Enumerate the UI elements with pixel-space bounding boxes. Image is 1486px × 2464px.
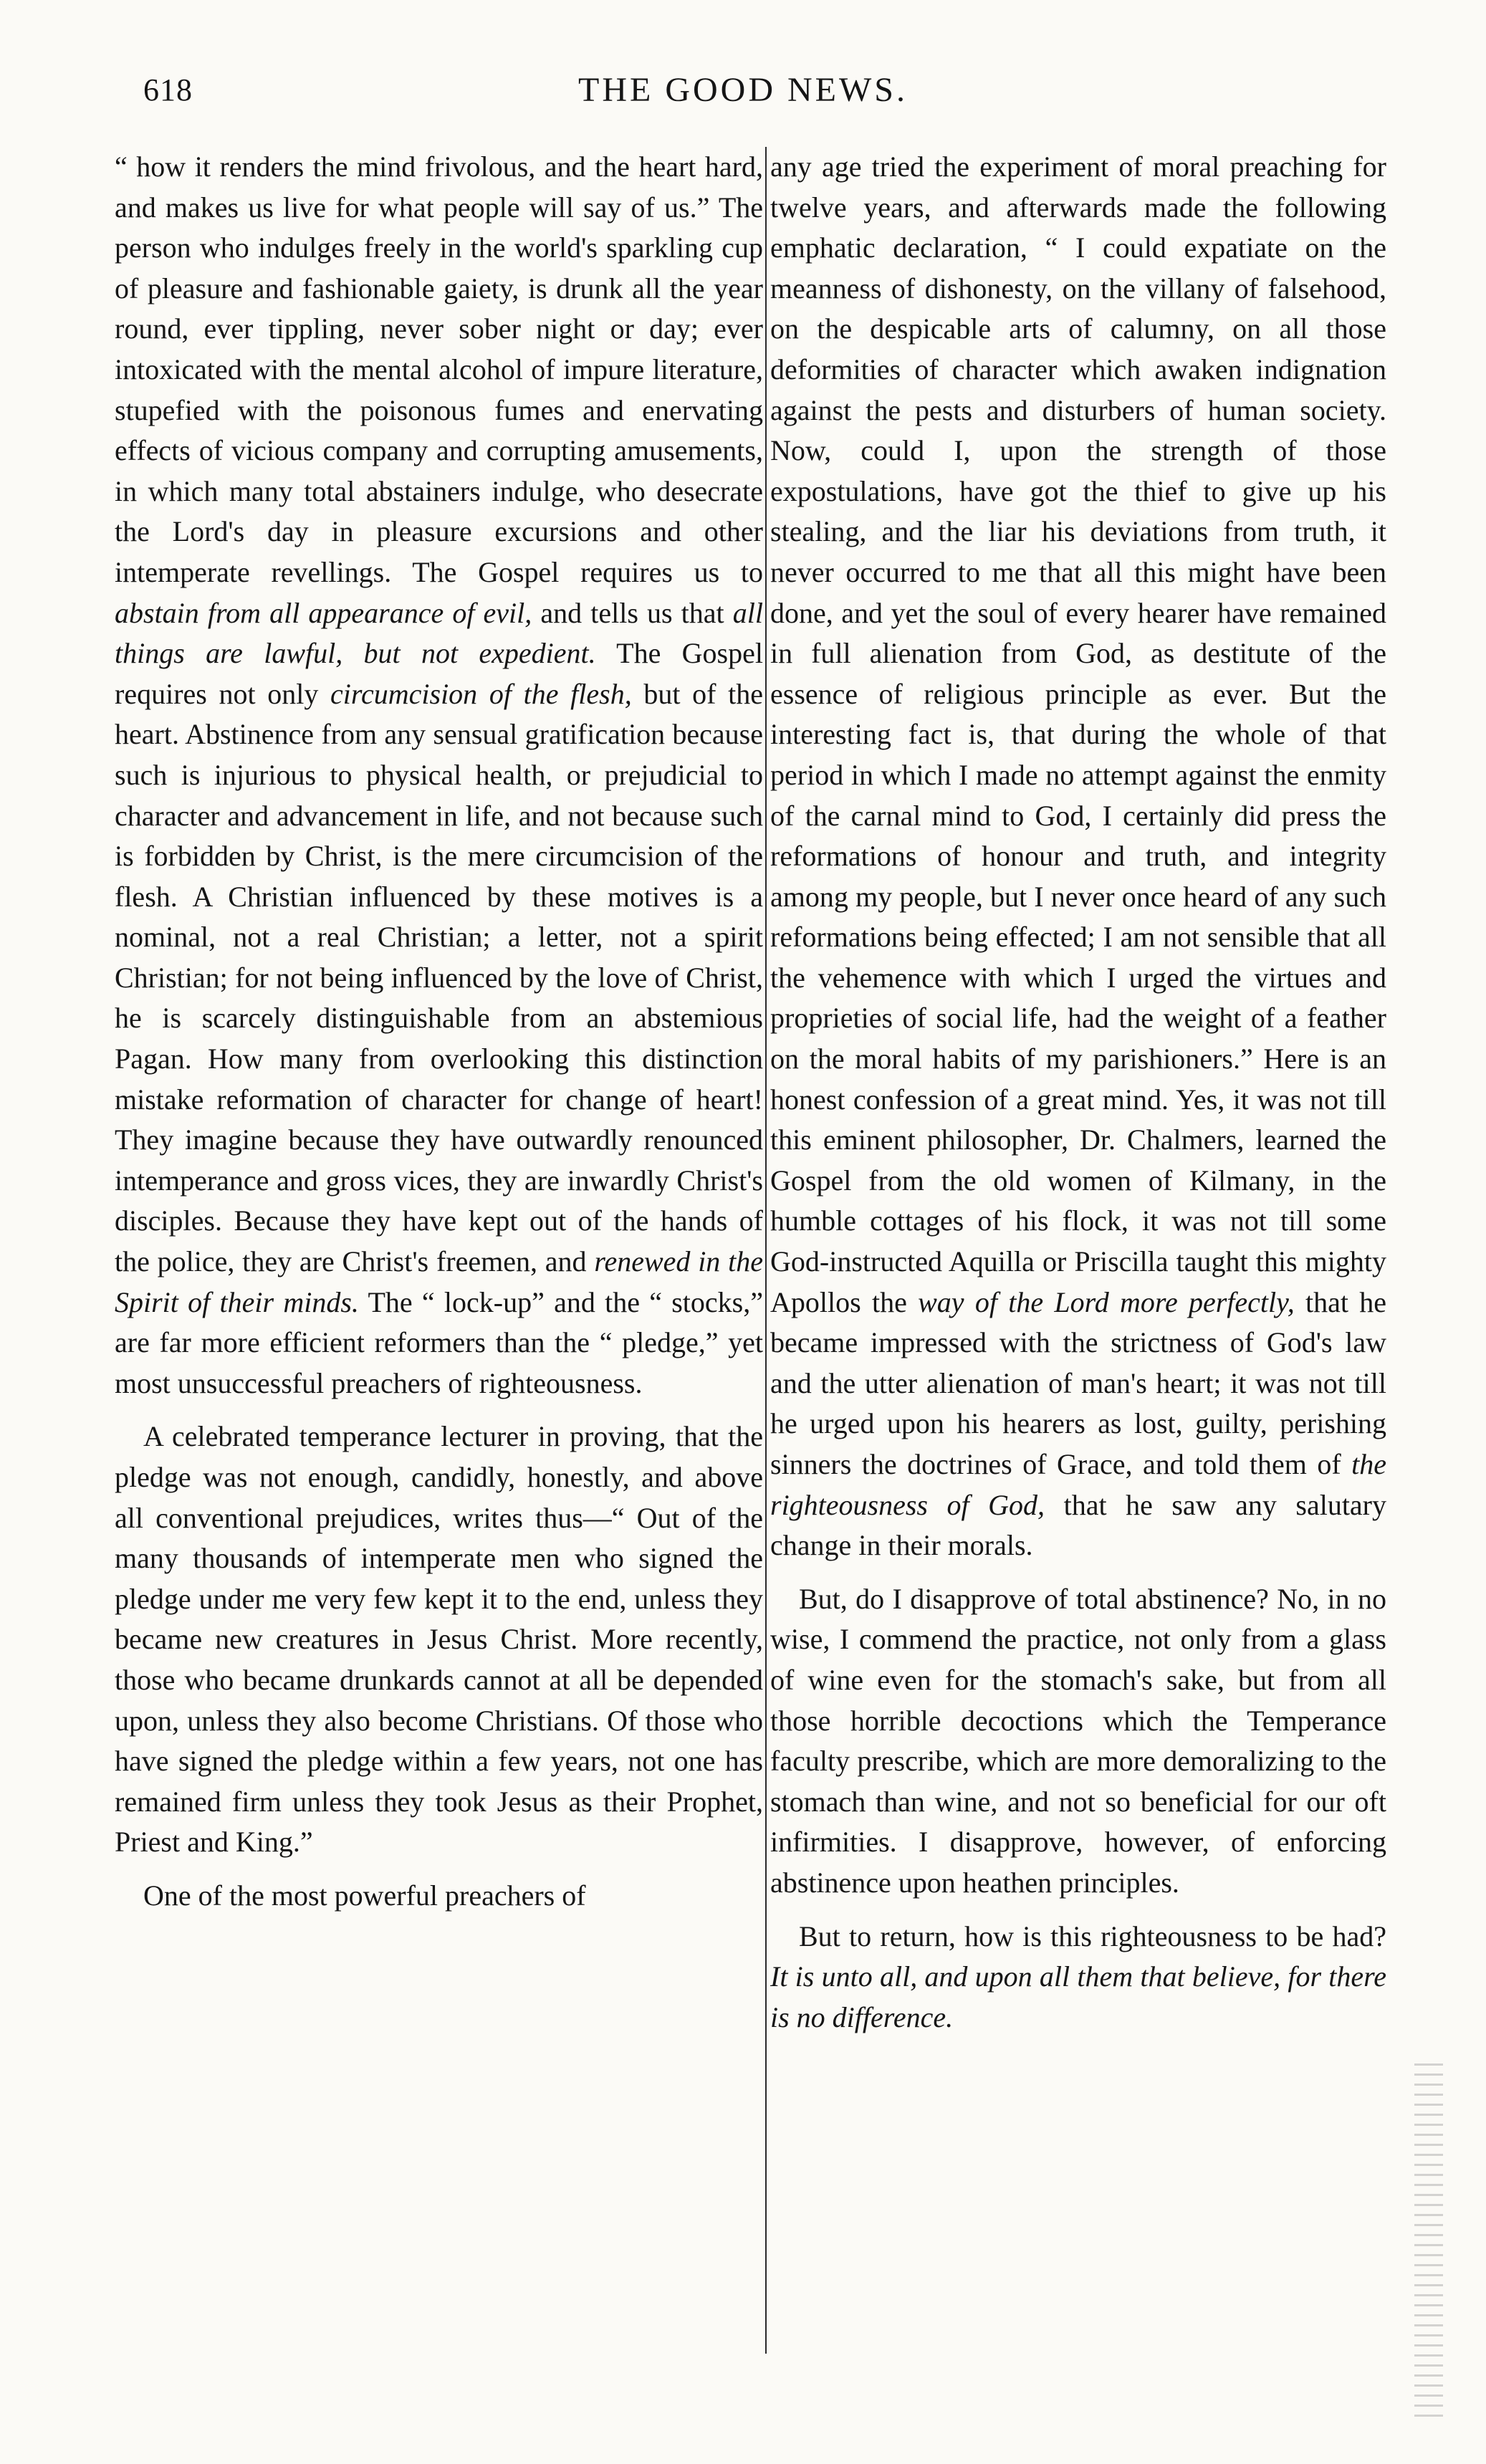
italic-phrase: the righteousness of God, xyxy=(770,1448,1386,1521)
right-column xyxy=(770,147,1386,2038)
text-run: But to return, how is this righteousness to be had? xyxy=(799,1919,1386,1952)
page-number: 618 xyxy=(143,72,193,107)
text-run: but of the heart. Abstinence from any sensual gratification because such is injurious to physical health, or prejudicial to character and advancement in life, and not because such is forbidden by Christ, is the mere circumcision of the flesh. A Christian influenced by these motives is a nominal, not a real Christian; a letter, not a spirit Christian; for not being influenced by the love of Christ, he is scarcely distinguishable from an abstemious Pagan. How many from overlooking this distinction mistake reformation of character for change of heart! They imagine because they have outwardly renounced intemperance and gross vices, they are inwardly Christ's disciples. Because they have kept out of the hands of the police, they are Christ's freemen, and xyxy=(115,677,763,1278)
column-divider xyxy=(765,147,767,2354)
text-run: that he saw any salutary change in their morals. xyxy=(770,1488,1387,1562)
paragraph: One of the most powerful preachers of xyxy=(143,1879,586,1912)
paragraph xyxy=(115,147,763,1404)
text-run: any age tried the experiment of moral preaching for twelve years, and afterwards made the following emphatic declaration, “ I could expatiate on the meanness of dishonesty, on the villany of falsehood, on the despicable arts of calumny, on all those deformities of character which awaken indignation against the pests and disturbers of human society. Now, could I, upon the strength of those expostulations, have got the thief to give up his stealing, and the liar his deviations from truth, it never occurred to me that all this might have been done, and yet the soul of every hearer have remained in full alienation from God, as destitute of the essence of religious principle as ever. But the interesting fact is, that during the whole of that period in which I made no attempt against the enmity of the carnal mind to God, I certainly did press the reformations of honour and truth, and integrity among my people, but I never once heard of any such reformations being effected; I am not sensible that all the vehemence with which I urged the virtues and proprieties of social life, had the weight of a feather on the moral habits of my parishioners.” Here is an honest confession of a great mind. Yes, it was not till this eminent philosopher, Dr. Chalmers, learned the Gospel from the old women of Kilmany, in the humble cottages of his flock, it was not till some God-instructed Aquilla or Priscilla taught this mighty Apollos the xyxy=(770,150,1386,1318)
left-column xyxy=(115,147,763,1917)
text-run: and tells us that xyxy=(532,596,733,629)
text-run: that he became impressed with the strictness of God's law and the utter alienation of man's heart; it was not till he urged upon his hearers as lost, guilty, perishing sinners the doctrines of Grace, and told them of xyxy=(770,1285,1386,1480)
italic-phrase: all things are lawful, but not expedient. xyxy=(115,596,763,670)
italic-phrase: circumcision of the flesh, xyxy=(330,677,632,710)
paragraph xyxy=(770,1917,1386,2038)
paragraph xyxy=(770,147,1386,1566)
running-head-title: THE GOOD NEWS. xyxy=(578,71,908,109)
text-run: The Gospel requires not only xyxy=(115,637,763,710)
italic-phrase: It is unto all, and upon all them that believe, for there is no difference. xyxy=(770,1960,1386,2033)
italic-phrase: abstain from all appearance of evil, xyxy=(115,596,532,629)
italic-phrase: way of the Lord more perfectly, xyxy=(918,1285,1295,1318)
paragraph: A celebrated temperance lecturer in proving, that the pledge was not enough, candidly, honestly, and above all conventional prejudices, writes thus—“ Out of the many thousands of intemperate men who signed the pledge under me very few kept it to the end, unless they became new creatures in Jesus Christ. More recently, those who became drunkards cannot at all be depended upon, unless they also become Christians. Of those who have signed the pledge within a few years, not one has remained firm unless they took Jesus as their Prophet, Priest and King.” xyxy=(115,1420,763,1859)
italic-phrase: renewed in the Spirit of their minds. xyxy=(115,1245,763,1318)
text-run: “ how it renders the mind frivolous, and the heart hard, and makes us live for what people will say of us.” The person who indulges freely in the world's sparkling cup of pleasure and fashionable gaiety, is drunk all the year round, ever tippling, never sober night or day; ever intoxicated with the mental alcohol of impure literature, stupefied with the poisonous fumes and enervating effects of vicious company and corrupting amusements, in which many total abstainers indulge, who desecrate the Lord's day in pleasure excursions and other intemperate revellings. The Gospel requires us to xyxy=(115,150,763,588)
text-run: The “ lock-up” and the “ stocks,” are far more efficient reformers than the “ pledge,” yet most unsuccessful preachers of righteousness. xyxy=(115,1285,763,1399)
scan-edge-artifact xyxy=(1414,2063,1443,2422)
paragraph: But, do I disapprove of total abstinence? No, in no wise, I commend the practice, not only from a glass of wine even for the stomach's sake, but from all those horrible decoctions which the Temperance faculty prescribe, which are more demoralizing to the stomach than wine, and not so beneficial for our oft infirmities. I disapprove, however, of enforcing abstinence upon heathen principles. xyxy=(770,1582,1386,1899)
